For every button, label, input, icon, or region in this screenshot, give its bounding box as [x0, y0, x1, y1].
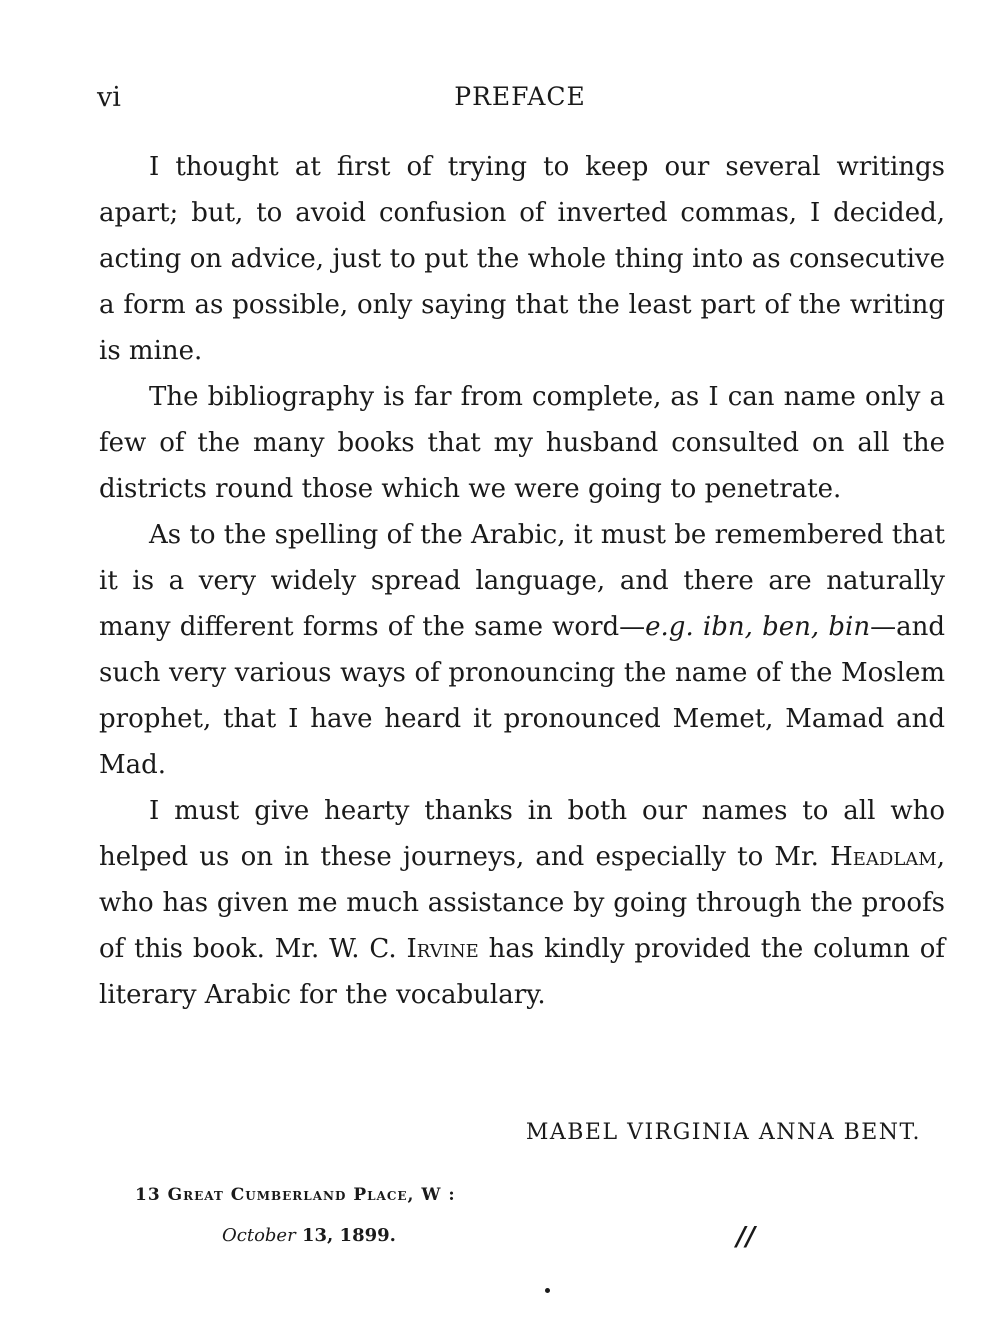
paragraph-4-text-a: I must give hearty thanks in both our names to all who helped us on in these journeys, and especially to Mr.: [99, 796, 945, 872]
date-rest: 13, 1899.: [301, 1225, 396, 1246]
page-header: [97, 82, 943, 122]
address-punct: :: [448, 1185, 456, 1205]
paragraph-2: The bibliography is far from complete, as I can name only a few of the many books that my husband consulted on all the districts round those which we were going to penetrate.: [99, 382, 945, 504]
name-headlam: Headlam: [830, 842, 937, 872]
address-street: Great Cumberland Place, W: [167, 1185, 442, 1205]
paragraph-3-text-a: As to the spelling of the Arabic, it must be remembered that it is a very widely spread language, and there are naturally many different forms of the same word—: [99, 520, 945, 642]
paragraph-4-text-c: has kindly provided the column of literary Arabic for the vocabulary.: [99, 934, 945, 1010]
running-head: PREFACE: [454, 82, 586, 111]
paragraph-3-text-c: —and such very various ways of pronouncing the name of the Moslem prophet, that I have heard it pronounced Memet, Mamad and Mad.: [99, 612, 945, 780]
address-number: 13: [135, 1185, 161, 1205]
address-line: [135, 1185, 456, 1205]
preface-body: [99, 144, 945, 1018]
arabic-word-examples: e.g. ibn, ben, bin: [645, 612, 871, 642]
page-number: vi: [97, 82, 121, 113]
paragraph-4-text-b: , who has given me much assistance by going through the proofs of this book. Mr. W. C.: [99, 842, 945, 964]
author-signature: MABEL VIRGINIA ANNA BENT.: [525, 1120, 921, 1145]
date-line: [222, 1225, 396, 1246]
name-irvine: Irvine: [406, 934, 479, 964]
paragraph-4: [99, 788, 945, 1018]
paragraph-1: I thought at first of trying to keep our several writings apart; but, to avoid confusion of inverted commas, I decided, acting on advice, just to put the whole thing into as consecutive a form as possible, only saying that the least part of the writing is mine.: [99, 152, 945, 366]
paragraph-3: [99, 512, 945, 788]
ink-dot: [545, 1288, 550, 1293]
date-month: October: [222, 1225, 296, 1246]
handwritten-mark: //: [736, 1222, 755, 1252]
